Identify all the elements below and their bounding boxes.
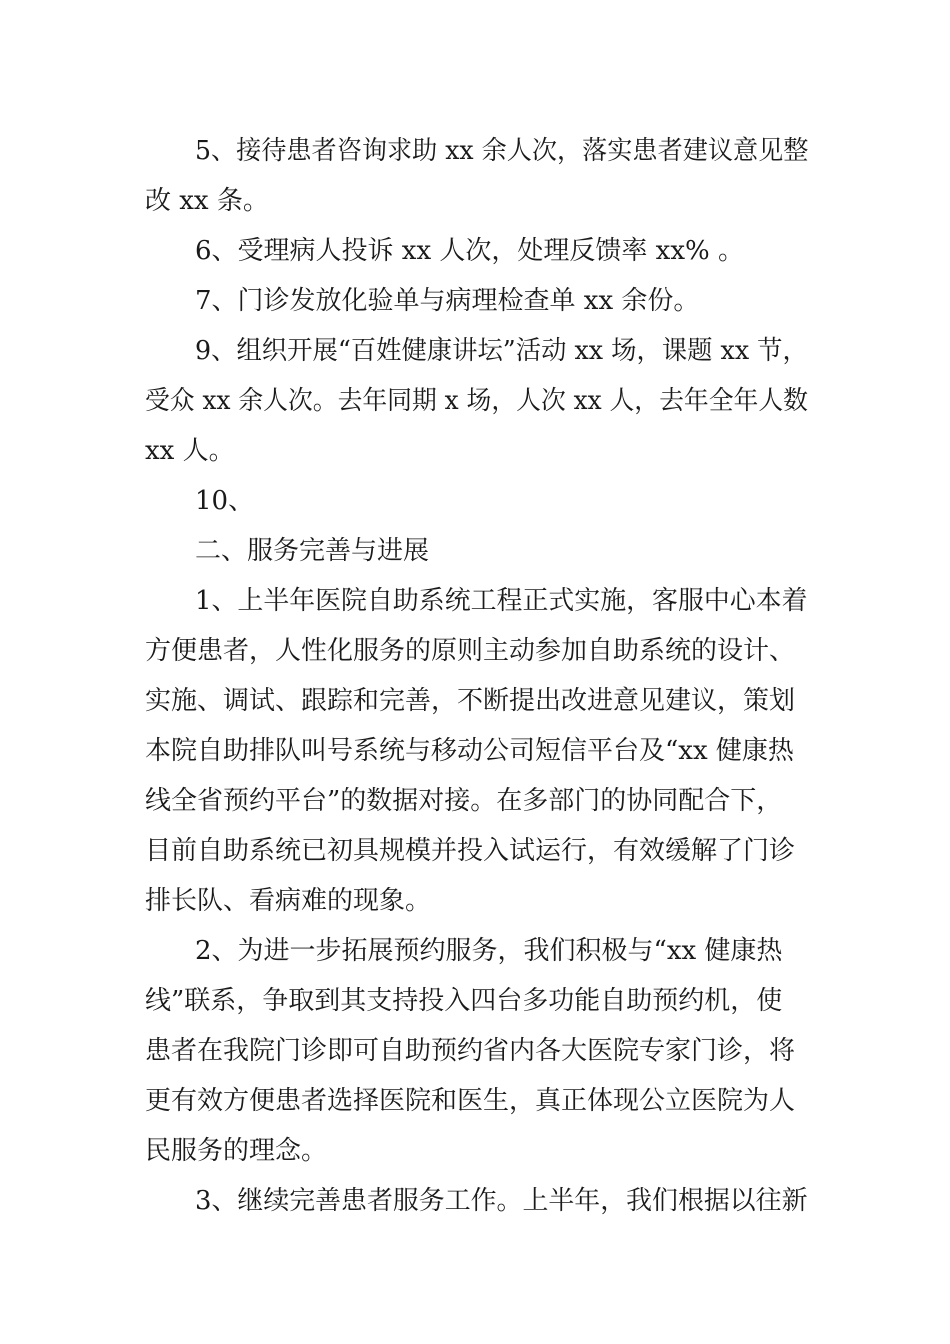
item-2-line-4: 更有效方便患者选择医院和医生，真正体现公立医院为人 xyxy=(145,1086,796,1116)
item-1-line-3: 实施、调试、跟踪和完善，不断提出改进意见建议，策划 xyxy=(145,686,796,716)
item-2-line-1: 2、为进一步拓展预约服务，我们积极与“xx 健康热 xyxy=(195,936,783,966)
item-1-line-4: 本院自助排队叫号系统与移动公司短信平台及“xx 健康热 xyxy=(145,736,794,766)
section-heading: 二、服务完善与进展 xyxy=(195,536,430,566)
paragraph-10-line-1: 10、 xyxy=(195,486,255,516)
item-1-line-6: 目前自助系统已初具规模并投入试运行，有效缓解了门诊 xyxy=(145,836,796,866)
item-1-line-2: 方便患者，人性化服务的原则主动参加自助系统的设计、 xyxy=(145,636,796,666)
item-1-line-7: 排长队、看病难的现象。 xyxy=(145,886,432,916)
item-2-line-3: 患者在我院门诊即可自助预约省内各大医院专家门诊，将 xyxy=(145,1036,796,1066)
paragraph-7-line-1: 7、门诊发放化验单与病理检查单 xx 余份。 xyxy=(195,286,700,316)
item-3-line-1: 3、继续完善患者服务工作。上半年，我们根据以往新 xyxy=(195,1186,808,1216)
paragraph-9-line-1: 9、组织开展“百姓健康讲坛”活动 xx 场，课题 xx 节， xyxy=(195,336,808,366)
item-2-line-5: 民服务的理念。 xyxy=(145,1136,328,1166)
paragraph-9-line-2: 受众 xx 余人次。去年同期 x 场，人次 xx 人，去年全年人数 xyxy=(145,386,808,416)
paragraph-5-line-2: 改 xx 条。 xyxy=(145,186,269,216)
item-2-line-2: 线”联系，争取到其支持投入四台多功能自助预约机，使 xyxy=(145,986,783,1016)
paragraph-5-line-1: 5、接待患者咨询求助 xx 余人次，落实患者建议意见整 xyxy=(195,136,809,166)
paragraph-9-line-3: xx 人。 xyxy=(145,436,235,466)
paragraph-6-line-1: 6、受理病人投诉 xx 人次，处理反馈率 xx% 。 xyxy=(195,236,744,266)
item-1-line-5: 线全省预约平台”的数据对接。在多部门的协同配合下， xyxy=(145,786,783,816)
item-1-line-1: 1、上半年医院自助系统工程正式实施，客服中心本着 xyxy=(195,586,808,616)
